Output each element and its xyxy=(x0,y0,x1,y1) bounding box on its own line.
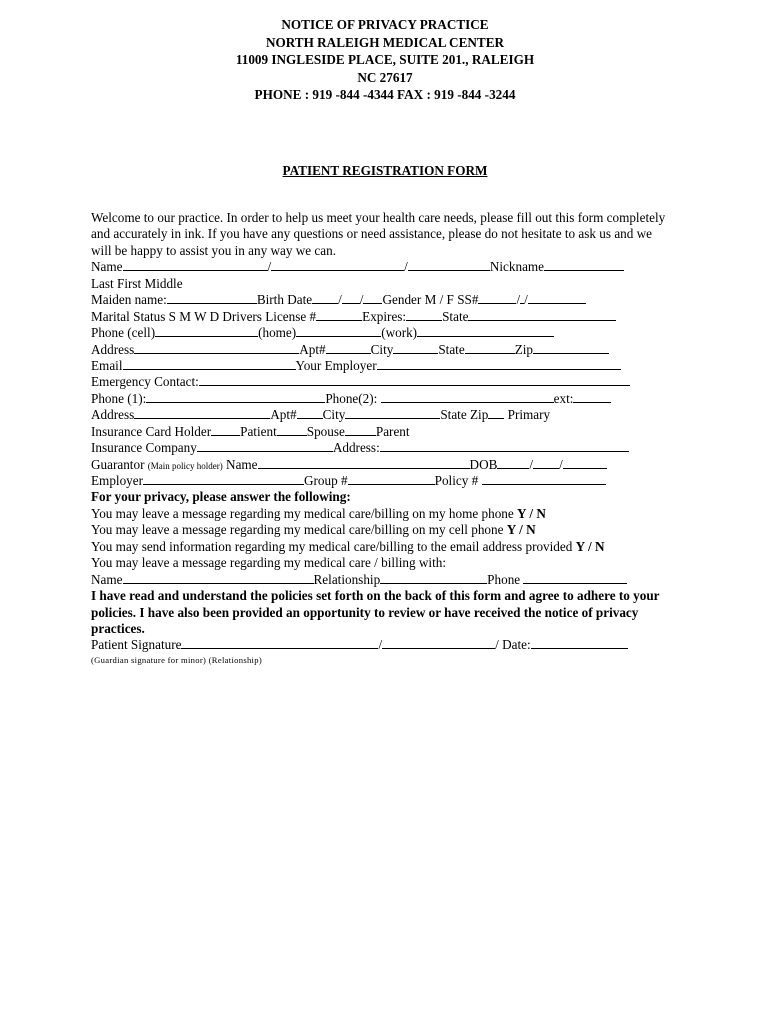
signature-separator: / xyxy=(378,637,383,653)
ssn-separator: / xyxy=(524,292,528,308)
date-separator: / xyxy=(338,292,342,308)
expires-label: Expires: xyxy=(362,308,407,324)
emergency-contact-field[interactable] xyxy=(199,374,630,386)
birth-day-field[interactable] xyxy=(342,292,360,304)
address-row xyxy=(91,342,671,358)
date-separator: / xyxy=(529,456,534,472)
home-phone-field[interactable] xyxy=(296,325,381,337)
home-phone-label: (home) xyxy=(258,325,297,341)
policy-number-field[interactable] xyxy=(482,473,606,485)
email-row xyxy=(91,358,671,374)
contact-name-label: Name xyxy=(91,571,123,587)
license-number-field[interactable] xyxy=(316,309,362,321)
birth-month-field[interactable] xyxy=(312,292,338,304)
apt-field[interactable] xyxy=(326,342,371,354)
email-field[interactable] xyxy=(123,358,296,370)
patient-signature-label: Patient Signature xyxy=(91,637,182,653)
maiden-name-field[interactable] xyxy=(167,292,257,304)
patient-option-label: Patient xyxy=(240,423,277,439)
ssn-part3-field[interactable] xyxy=(528,292,586,304)
date-label: Date: xyxy=(498,637,531,653)
name-separator: / xyxy=(404,259,408,275)
state-label: State xyxy=(442,308,469,324)
work-phone-label: (work) xyxy=(381,325,418,341)
dob-month-field[interactable] xyxy=(497,457,529,469)
address-label: Address xyxy=(91,407,135,423)
apt-label: Apt# xyxy=(270,407,297,423)
emergency-address-field[interactable] xyxy=(134,407,270,419)
phone2-label: Phone(2): xyxy=(325,390,381,406)
header-city-zip: NC 27617 xyxy=(357,69,413,85)
state-zip-label: State Zip xyxy=(440,407,489,423)
date-separator: / xyxy=(359,292,364,308)
relationship-label: Relationship xyxy=(313,571,381,587)
city-label: City xyxy=(322,407,346,423)
zip-field[interactable] xyxy=(533,342,609,354)
state-label: State xyxy=(438,341,465,357)
birth-year-field[interactable] xyxy=(363,292,382,304)
license-state-field[interactable] xyxy=(468,309,616,321)
address-field[interactable] xyxy=(134,342,299,354)
your-employer-field[interactable] xyxy=(377,358,621,370)
primary-label: Primary xyxy=(504,407,551,423)
emergency-contact-label: Emergency Contact: xyxy=(91,374,199,390)
phone1-field[interactable] xyxy=(146,391,325,403)
guarantor-employer-field[interactable] xyxy=(143,473,304,485)
contact-name-field[interactable] xyxy=(123,572,314,584)
name-row xyxy=(91,259,671,275)
guarantor-row xyxy=(91,457,671,473)
apt-label: Apt# xyxy=(299,341,326,357)
consent-cell-yes-no[interactable]: Y / N xyxy=(506,522,536,538)
header-center-name: NORTH RALEIGH MEDICAL CENTER xyxy=(265,34,505,50)
consent-cell-text: You may leave a message regarding my medical care/billing on my cell phone xyxy=(91,522,507,538)
email-label: Email xyxy=(91,357,123,373)
holder-spouse-field[interactable] xyxy=(277,424,307,436)
state-field[interactable] xyxy=(465,342,515,354)
main-policy-holder-note: (Main policy holder) xyxy=(147,460,223,471)
city-label: City xyxy=(370,341,394,357)
phone-row xyxy=(91,325,671,341)
parent-option-label: Parent xyxy=(375,423,410,439)
consent-email-text: You may send information regarding my medical care/billing to the email address provided xyxy=(91,538,576,554)
authorized-contact-row xyxy=(91,572,671,588)
dob-year-field[interactable] xyxy=(563,457,607,469)
signature-row xyxy=(91,637,671,653)
zip-label: Zip xyxy=(514,341,534,357)
insurance-address-label: Address: xyxy=(332,440,380,456)
emergency-address-row xyxy=(91,407,671,423)
form-body xyxy=(91,210,671,666)
first-name-field[interactable] xyxy=(271,259,404,271)
intro-paragraph: Welcome to our practice. In order to help us meet your health care needs, please fill out this form completely and accurately in ink. If you have any questions or need assistance, please do not hesitate to ask us and we will be happy to assist you in any way we can. xyxy=(91,210,666,258)
phone1-label: Phone (1): xyxy=(91,390,147,406)
employer-label: Employer xyxy=(91,473,144,489)
nickname-label: Nickname xyxy=(489,259,545,275)
name-label: Name xyxy=(91,259,123,275)
maiden-name-label: Maiden name: xyxy=(91,292,167,308)
card-holder-row xyxy=(91,424,671,440)
contact-phone-label: Phone xyxy=(487,571,524,587)
ssn-part1-field[interactable] xyxy=(478,292,516,304)
emergency-zip-field[interactable] xyxy=(488,407,504,419)
group-label: Group # xyxy=(304,473,348,489)
insurance-company-row xyxy=(91,440,671,456)
gender-ssn-label: Gender M / F SS# xyxy=(382,292,479,308)
middle-name-field[interactable] xyxy=(408,259,490,271)
contact-relationship-field[interactable] xyxy=(380,572,487,584)
license-expires-field[interactable] xyxy=(406,309,442,321)
signature-date-field[interactable] xyxy=(531,637,628,649)
ext-label: ext: xyxy=(553,390,574,406)
employer-label: Your Employer xyxy=(295,357,377,373)
guarantor-name-label: Name xyxy=(222,456,258,472)
privacy-heading: For your privacy, please answer the following: xyxy=(91,489,351,505)
patient-signature-field[interactable] xyxy=(181,637,378,649)
address-label: Address xyxy=(91,341,135,357)
ssn-separator: / xyxy=(516,292,521,308)
acknowledgement-text: I have read and understand the policies set forth on the back of this form and agree to adhere to your policies. I have also been provided an opportunity to review or have received the notice of privacy practices. xyxy=(91,588,660,637)
work-phone-field[interactable] xyxy=(417,325,554,337)
consent-home-row xyxy=(91,506,671,522)
emergency-city-field[interactable] xyxy=(345,407,440,419)
holder-parent-field[interactable] xyxy=(345,424,376,436)
practice-header xyxy=(0,16,770,104)
consent-cell-row xyxy=(91,522,671,538)
insurance-company-field[interactable] xyxy=(197,440,333,452)
consent-home-text: You may leave a message regarding my medical care/billing on my home phone xyxy=(91,505,518,521)
consent-email-yes-no[interactable]: Y / N xyxy=(575,538,605,554)
city-field[interactable] xyxy=(393,342,438,354)
consent-email-row xyxy=(91,539,671,555)
header-address: 11009 INGLESIDE PLACE, SUITE 201., RALEIGH xyxy=(235,52,535,67)
insurance-address-field[interactable] xyxy=(380,440,629,452)
guardian-note: (Guardian signature for minor) (Relationship) xyxy=(91,654,263,665)
emergency-phone-row xyxy=(91,391,671,407)
dob-label: DOB xyxy=(469,456,498,472)
consent-with-row: You may leave a message regarding my medical care / billing with: xyxy=(91,555,446,571)
cell-phone-label: Phone (cell) xyxy=(91,325,156,341)
name-hint: Last First Middle xyxy=(91,275,183,291)
name-separator: / xyxy=(267,259,272,275)
birth-date-label: Birth Date xyxy=(256,292,313,308)
contact-phone-field[interactable] xyxy=(523,572,627,584)
ext-field[interactable] xyxy=(573,391,611,403)
dob-day-field[interactable] xyxy=(533,457,559,469)
spouse-option-label: Spouse xyxy=(306,423,345,439)
policy-row xyxy=(91,473,671,489)
relationship-field[interactable] xyxy=(382,637,495,649)
last-name-field[interactable] xyxy=(123,259,268,271)
marital-row xyxy=(91,309,671,325)
signature-separator: / xyxy=(495,637,499,653)
header-phone-fax: PHONE : 919 -844 -4344 FAX : 919 -844 -3244 xyxy=(254,87,516,102)
emergency-row xyxy=(91,374,671,390)
consent-home-yes-no[interactable]: Y / N xyxy=(517,505,546,521)
card-holder-label: Insurance Card Holder xyxy=(91,423,212,439)
maiden-row xyxy=(91,292,671,308)
holder-patient-field[interactable] xyxy=(211,424,240,436)
phone2-field[interactable] xyxy=(381,391,554,403)
emergency-apt-field[interactable] xyxy=(297,407,323,419)
policy-label: Policy # xyxy=(434,473,482,489)
insurance-company-label: Insurance Company xyxy=(91,440,197,456)
nickname-field[interactable] xyxy=(544,259,624,271)
cell-phone-field[interactable] xyxy=(155,325,258,337)
guarantor-name-field[interactable] xyxy=(258,457,470,469)
form-title: PATIENT REGISTRATION FORM xyxy=(282,163,488,178)
group-number-field[interactable] xyxy=(348,473,435,485)
header-notice-title: NOTICE OF PRIVACY PRACTICE xyxy=(281,17,489,32)
marital-license-label: Marital Status S M W D Drivers License # xyxy=(91,308,317,324)
date-separator: / xyxy=(559,456,563,472)
guarantor-label: Guarantor xyxy=(91,456,148,472)
